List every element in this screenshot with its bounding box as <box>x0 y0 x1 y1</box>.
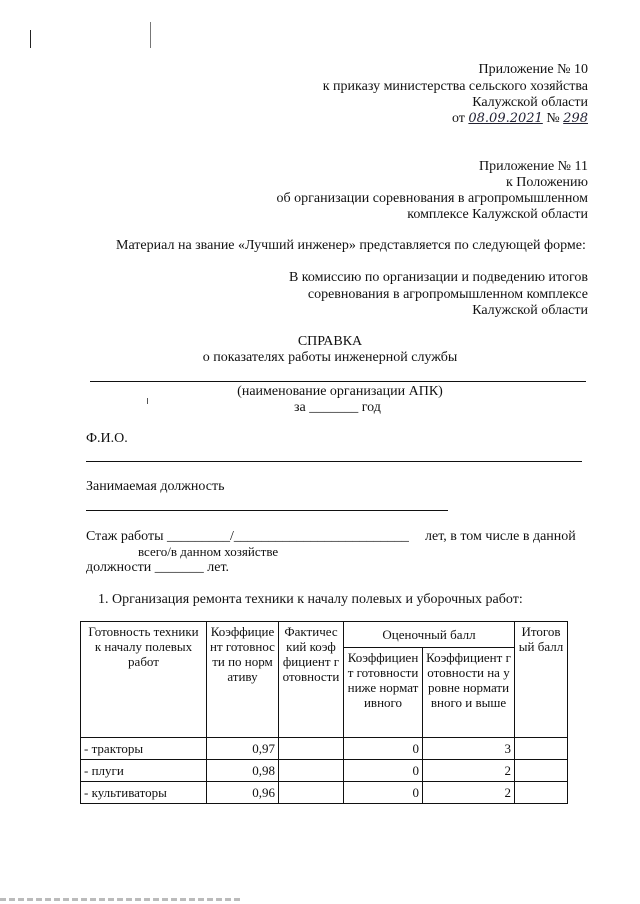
appendix-10-line2: к приказу министерства сельского хозяйства <box>322 79 588 94</box>
row-name: - тракторы <box>81 738 207 760</box>
row-total <box>515 760 568 782</box>
header-score: Оценочный балл <box>344 622 515 648</box>
header-actual-coefficient: Фактический коэффициент готовности <box>279 622 344 738</box>
row-normative: 0,96 <box>207 782 279 804</box>
row-name: - плуги <box>81 760 207 782</box>
row-name: - культиваторы <box>81 782 207 804</box>
row-below: 0 <box>344 738 423 760</box>
scan-mark <box>150 22 151 48</box>
appendix-11-line2: к Положению <box>505 175 588 190</box>
document-title: СПРАВКА <box>297 334 363 349</box>
experience-line1-end: лет, в том числе в данной <box>425 529 576 544</box>
section1-heading: 1. Организация ремонта техники к началу полевых и уборочных работ: <box>98 592 523 607</box>
intro-text: Материал на звание «Лучший инженер» представляется по следующей форме: <box>116 238 586 253</box>
row-actual <box>279 782 344 804</box>
row-above: 2 <box>423 782 515 804</box>
experience-caption: всего/в данном хозяйстве <box>138 544 279 559</box>
row-above: 2 <box>423 760 515 782</box>
header-normative-coefficient: Коэффициент готовности по нормативу <box>207 622 279 738</box>
appendix-11-line1: Приложение № 11 <box>479 159 588 174</box>
organization-name-line <box>90 381 586 382</box>
row-below: 0 <box>344 760 423 782</box>
header-readiness: Готовность техники к началу полевых работ <box>81 622 207 738</box>
document-subtitle: о показателях работы инженерной службы <box>202 350 458 365</box>
addressee-line2: соревнования в агропромышленном комплексе <box>307 287 588 302</box>
scan-mark <box>147 398 148 404</box>
year-prefix: за <box>294 400 306 415</box>
addressee-line1: В комиссию по организации и подведению итогов <box>288 270 588 285</box>
appendix-10-line3: Калужской области <box>472 95 588 110</box>
row-normative: 0,98 <box>207 760 279 782</box>
row-below: 0 <box>344 782 423 804</box>
fio-line <box>86 461 582 462</box>
fio-label: Ф.И.О. <box>86 431 128 446</box>
scan-edge <box>0 898 240 901</box>
header-at-normative: Коэффициент готовности на уровне нормативного и выше <box>423 648 515 738</box>
table-row <box>81 738 568 760</box>
position-line <box>86 510 448 511</box>
number-prefix: № <box>546 111 560 126</box>
experience-line1-start: Стаж работы _________/_________________________ <box>86 529 409 544</box>
position-label: Занимаемая должность <box>86 479 225 494</box>
row-actual <box>279 738 344 760</box>
row-total <box>515 738 568 760</box>
order-date-line <box>452 111 588 127</box>
year-blank: _______ <box>309 400 359 415</box>
row-actual <box>279 760 344 782</box>
date-prefix: от <box>451 111 465 126</box>
table-row <box>81 782 568 804</box>
row-above: 3 <box>423 738 515 760</box>
appendix-11-line3: об организации соревнования в агропромышленном <box>276 191 588 206</box>
year-suffix: год <box>361 400 381 415</box>
addressee-line3: Калужской области <box>472 303 588 318</box>
scan-mark <box>30 30 31 48</box>
organization-caption: (наименование организации АПК) <box>237 384 443 399</box>
report-year-line <box>294 400 381 416</box>
appendix-10-line1: Приложение № 10 <box>478 62 588 77</box>
header-below-normative: Коэффициент готовности ниже нормативного <box>344 648 423 738</box>
appendix-11-line4: комплексе Калужской области <box>407 207 588 222</box>
header-total-score: Итоговый балл <box>515 622 568 738</box>
repair-readiness-table <box>80 621 568 804</box>
row-total <box>515 782 568 804</box>
experience-line3: должности _______ лет. <box>86 560 230 575</box>
row-normative: 0,97 <box>207 738 279 760</box>
order-date: 08.09.2021 <box>468 111 543 126</box>
order-number: 298 <box>563 111 588 126</box>
table-row <box>81 760 568 782</box>
